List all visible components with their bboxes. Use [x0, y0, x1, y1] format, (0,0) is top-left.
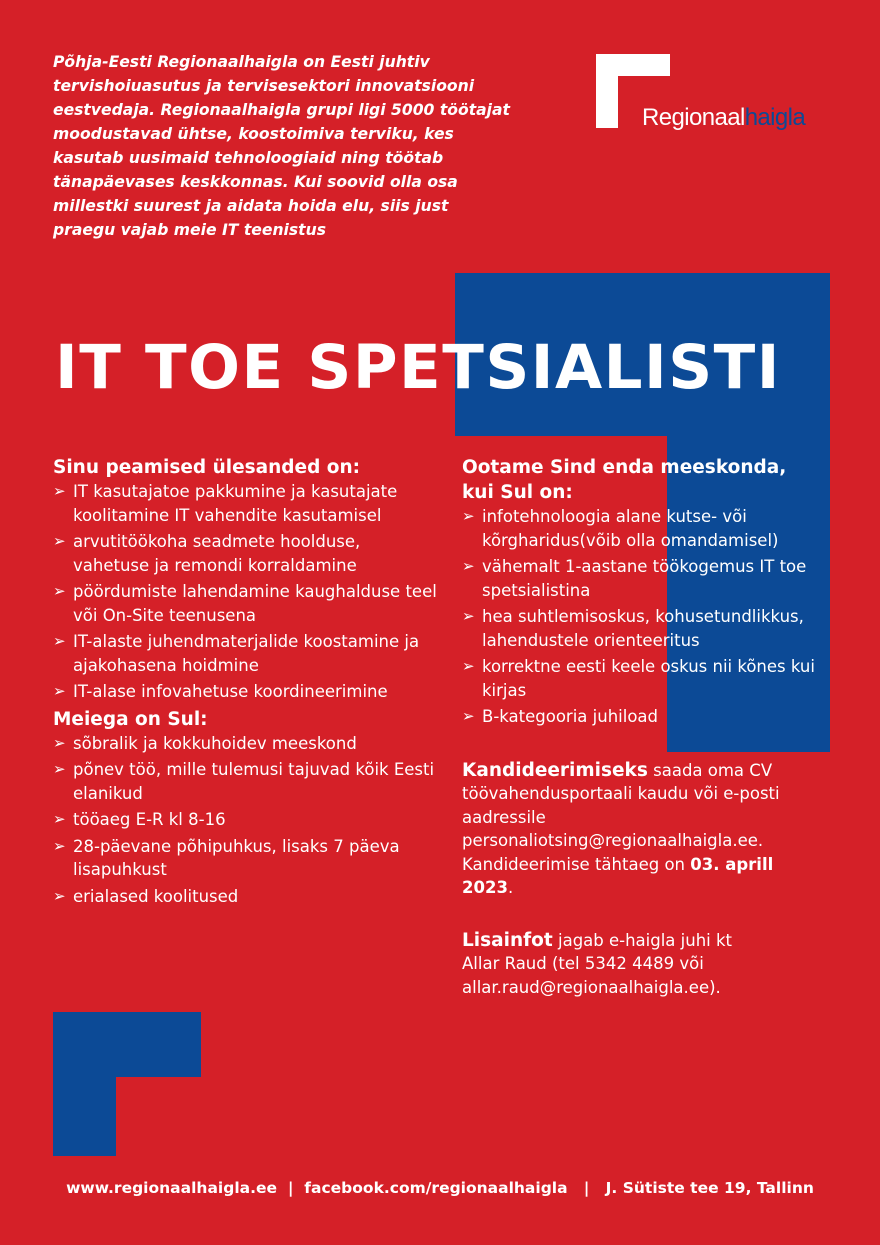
apply-paragraph: Kandideerimiseks saada oma CV töövahendusportaali kaudu või e-posti aadressile personaliotsing@regionaalhaigla.ee. Kandideerimise tähtaeg on 03. aprill 2023. [462, 759, 780, 897]
list-item: ➢ pöördumiste lahendamine kaughalduse teel või On-Site teenusena [53, 582, 437, 625]
arrow-bullet-icon: ➢ [53, 682, 66, 700]
list-item: ➢ korrektne eesti keele oskus nii kõnes kui kirjas [462, 657, 815, 700]
requirements-list [462, 505, 832, 729]
arrow-bullet-icon: ➢ [53, 482, 66, 500]
list-item: ➢ IT-alase infovahetuse koordineerimine [53, 680, 438, 704]
tasks-heading: Sinu peamised ülesanded on: [53, 457, 361, 478]
job-title: IT TOE SPETSIALISTI [55, 332, 781, 403]
arrow-bullet-icon: ➢ [462, 707, 475, 725]
intro-text: Põhja-Eesti Regionaalhaigla on Eesti juhtiv tervishoiuasutus ja tervisesektori innovatsiooni eestvedaja. Regionaalhaigla grupi ligi 5000 töötajat moodustavad ühtse, koostoimiva terviku, kes kasutab uusimaid tehnoloogiaid ning töötab tänapäevases keskkonnas. Kui soovid olla osa millestki suurest ja aidata hoida elu, siis just praegu vajab meie IT teenistus [53, 53, 511, 239]
offer-heading: Meiega on Sul: [53, 708, 208, 730]
footer-facebook-link[interactable]: facebook.com/regionaalhaigla [304, 1179, 568, 1197]
list-item: ➢ sõbralik ja kokkuhoidev meeskond [53, 732, 438, 756]
list-item: ➢ tööaeg E-R kl 8-16 [53, 808, 438, 832]
corner-cutout [116, 1077, 202, 1157]
arrow-bullet-icon: ➢ [462, 557, 475, 575]
list-item: ➢ IT kasutajatoe pakkumine ja kasutajate koolitamine IT vahendite kasutamisel [53, 482, 398, 525]
tasks-list [53, 480, 438, 704]
footer-address: J. Sütiste tee 19, Tallinn [605, 1179, 814, 1197]
arrow-bullet-icon: ➢ [462, 507, 475, 525]
arrow-bullet-icon: ➢ [462, 607, 475, 625]
arrow-bullet-icon: ➢ [53, 886, 66, 905]
list-item: ➢ 28-päevane põhipuhkus, lisaks 7 päeva lisapuhkust [53, 836, 400, 879]
arrow-bullet-icon: ➢ [53, 632, 66, 650]
arrow-bullet-icon: ➢ [53, 582, 66, 600]
list-item: ➢ arvutitöökoha seadmete hoolduse, vahetuse ja remondi korraldamine [53, 532, 361, 575]
requirements-heading: Ootame Sind enda meeskonda, kui Sul on: [462, 457, 787, 503]
list-item: ➢ B-kategooria juhiload [462, 705, 832, 729]
arrow-bullet-icon: ➢ [53, 733, 66, 752]
list-item: ➢ põnev töö, mille tulemusi tajuvad kõik Eesti elanikud [53, 760, 435, 803]
arrow-bullet-icon: ➢ [53, 532, 66, 550]
offer-list [53, 732, 438, 909]
apply-lead: Kandideerimiseks [462, 759, 648, 781]
right-column [462, 455, 832, 999]
info-paragraph: Lisainfot jagab e-haigla juhi kt Allar Raud (tel 5342 4489 või allar.raud@regionaalhaigla.ee). [462, 929, 733, 997]
list-item: ➢ erialased koolitused [53, 885, 438, 909]
footer-website-link[interactable]: www.regionaalhaigla.ee [66, 1179, 278, 1197]
arrow-bullet-icon: ➢ [53, 760, 66, 778]
arrow-bullet-icon: ➢ [462, 657, 475, 675]
footer: www.regionaalhaigla.ee | facebook.com/regionaalhaigla | J. Sütiste tee 19, Tallinn [66, 1179, 814, 1197]
regionaalhaigla-logo [596, 54, 836, 144]
list-item: ➢ hea suhtlemisoskus, kohusetundlikkus, lahendustele orienteeritus [462, 607, 804, 650]
list-item: ➢ IT-alaste juhendmaterjalide koostamine ja ajakohasena hoidmine [53, 632, 420, 675]
logo-wordmark: Regionaalhaigla [642, 104, 806, 131]
list-item: ➢ vähemalt 1-aastane töökogemus IT toe spetsialistina [462, 557, 807, 600]
arrow-bullet-icon: ➢ [53, 836, 66, 855]
left-column [53, 455, 438, 911]
deadline-date: 03. aprill 2023 [462, 854, 774, 897]
arrow-bullet-icon: ➢ [53, 810, 66, 828]
info-lead: Lisainfot [462, 929, 553, 951]
list-item: ➢ infotehnoloogia alane kutse- või kõrgharidus(võib olla omandamisel) [462, 507, 779, 550]
